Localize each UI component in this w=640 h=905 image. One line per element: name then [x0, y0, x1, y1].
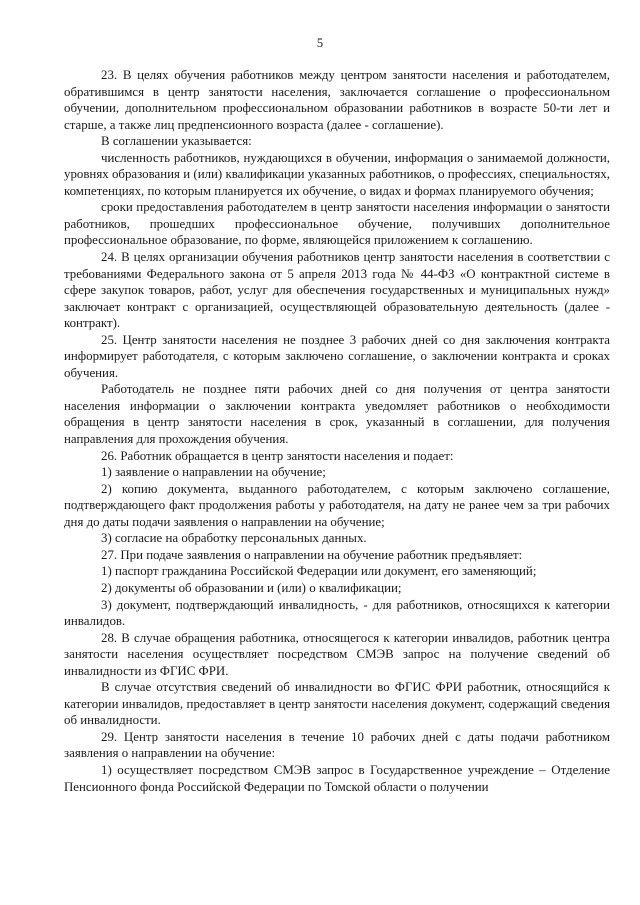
- paragraph-25: 25. Центр занятости населения не позднее 3 рабочих дней со дня заключения контракта информирует работодателя, с которым заключено соглашение, о заключении контракта и сроках обучения.: [64, 332, 610, 380]
- paragraph-worker-count: численность работников, нуждающихся в обучении, информация о занимаемой должности, уровнях образования и (или) квалификации указанных работников, о профессиях, специальностях, компетенциях, по которым планируется их обучение, о видах и формах планируемого обучения;: [64, 150, 610, 198]
- paragraph-28: 28. В случае обращения работника, относящегося к категории инвалидов, работник центра занятости населения осуществляет посредством СМЭВ запрос на получение сведений об инвалидности из ФГИС ФРИ.: [64, 630, 610, 678]
- paragraph-27: 27. При подаче заявления о направлении на обучение работник предъявляет:: [101, 547, 523, 562]
- list-item-26-2: 2) копию документа, выданного работодателем, с которым заключено соглашение, подтверждающего факт продолжения работы у работодателя, на дату не ранее чем за три рабочих дня до даты подачи заявления о направлении на обучение;: [64, 481, 610, 529]
- paragraph-26: 26. Работник обращается в центр занятости населения и подает:: [101, 448, 454, 463]
- paragraph-29: 29. Центр занятости населения в течение 10 рабочих дней с даты подачи работником заявления о направлении на обучение:: [64, 729, 610, 761]
- list-item-27-2: 2) документы об образовании и (или) о квалификации;: [101, 580, 402, 595]
- paragraph-23: 23. В целях обучения работников между центром занятости населения и работодателем, обратившимся в центр занятости населения, заключается соглашение о профессиональном обучении, дополнительном профессиональном образовании работников в возрасте 50-ти лет и старше, а также лиц предпенсионного возраста (далее - соглашение).: [64, 68, 610, 132]
- document-body: [64, 67, 610, 795]
- list-item-26-3: 3) согласие на обработку персональных данных.: [101, 531, 367, 546]
- list-item-27-3: 3) документ, подтверждающий инвалидность, - для работников, относящихся к категории инвалидов.: [64, 597, 610, 629]
- page-number: 5: [316, 36, 324, 50]
- list-item-26-1: 1) заявление о направлении на обучение;: [101, 465, 326, 480]
- paragraph-employer-notice: Работодатель не позднее пяти рабочих дней со дня получения от центра занятости населения информации о заключении контракта уведомляет работников о необходимости обращения в центр занятости населения в срок, указанный в соглашении, для получения направления для прохождения обучения.: [64, 382, 610, 447]
- paragraph-no-disability-info: В случае отсутствия сведений об инвалидности во ФГИС ФРИ работник, относящийся к категории инвалидов, предоставляет в центр занятости населения документ, содержащий сведения об инвалидности.: [64, 680, 610, 728]
- list-item-29-1: 1) осуществляет посредством СМЭВ запрос в Государственное учреждение – Отделение Пенсионного фонда Российской Федерации по Томской области о получении: [64, 762, 610, 794]
- paragraph-24: 24. В целях организации обучения работников центр занятости населения в соответствии с требованиями Федерального закона от 5 апреля 2013 года № 44-ФЗ «О контрактной системе в сфере закупок товаров, работ, услуг для обеспечения государственных и муниципальных нужд» заключает контракт с организацией, осуществляющей образовательную деятельность (далее - контракт).: [64, 250, 610, 331]
- paragraph-agreement-intro: В соглашении указывается:: [101, 134, 252, 149]
- list-item-27-1: 1) паспорт гражданина Российской Федерации или документ, его заменяющий;: [101, 564, 537, 579]
- paragraph-info-deadlines: сроки предоставления работодателем в центр занятости населения информации о занятости работников, прошедших профессиональное обучение, получивших дополнительное профессиональное образование, по форме, являющейся приложением к соглашению.: [64, 200, 610, 248]
